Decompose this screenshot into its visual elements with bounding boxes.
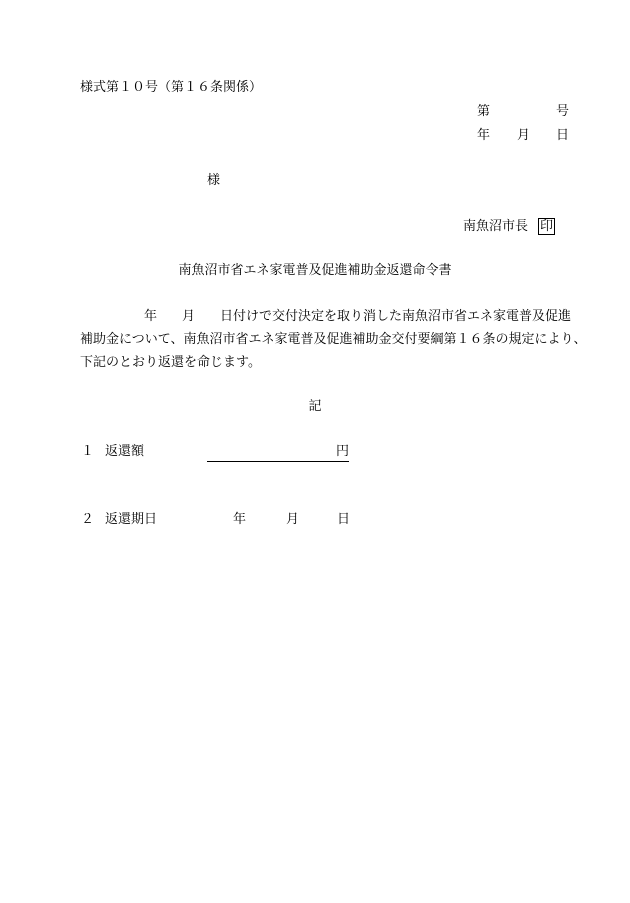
item-2-number: ２: [81, 512, 95, 527]
issuer: [463, 218, 555, 235]
refund-amount-field: [207, 444, 349, 462]
seal-mark: 印: [540, 219, 554, 234]
addressee-honorific: 様: [207, 173, 221, 188]
issue-date-year: 年: [477, 128, 491, 143]
body-line-1: [80, 305, 580, 328]
body-line-3: 下記のとおり返還を命じます。: [80, 355, 261, 370]
due-date-month: 月: [286, 512, 300, 527]
body-line-1-text: 日付けで交付決定を取り消した南魚沼市省エネ家電普及促進: [220, 309, 572, 324]
document-number-prefix: 第: [477, 104, 491, 119]
body-paragraph: [80, 305, 587, 374]
body-line-2: 補助金について、南魚沼市省エネ家電普及促進補助金交付要綱第１６条の規定により、: [80, 332, 587, 347]
document-title: 南魚沼市省エネ家電普及促進補助金返還命令書: [178, 263, 452, 278]
item-2-label: 返還期日: [105, 512, 158, 527]
due-date-year: 年: [233, 512, 247, 527]
item-1-label: 返還額: [105, 444, 145, 459]
amount-unit: 円: [335, 444, 349, 459]
issuer-name: 南魚沼市長: [463, 219, 529, 234]
document-number-suffix: 号: [556, 104, 570, 119]
issue-date-day: 日: [556, 128, 570, 143]
body-year: 年: [144, 309, 158, 324]
item-1-number: １: [81, 444, 95, 459]
body-month: 月: [182, 309, 196, 324]
ki-heading: 記: [308, 399, 322, 414]
issue-date-month: 月: [517, 128, 531, 143]
due-date-day: 日: [337, 512, 351, 527]
form-number: 様式第１０号（第１６条関係）: [80, 80, 263, 95]
